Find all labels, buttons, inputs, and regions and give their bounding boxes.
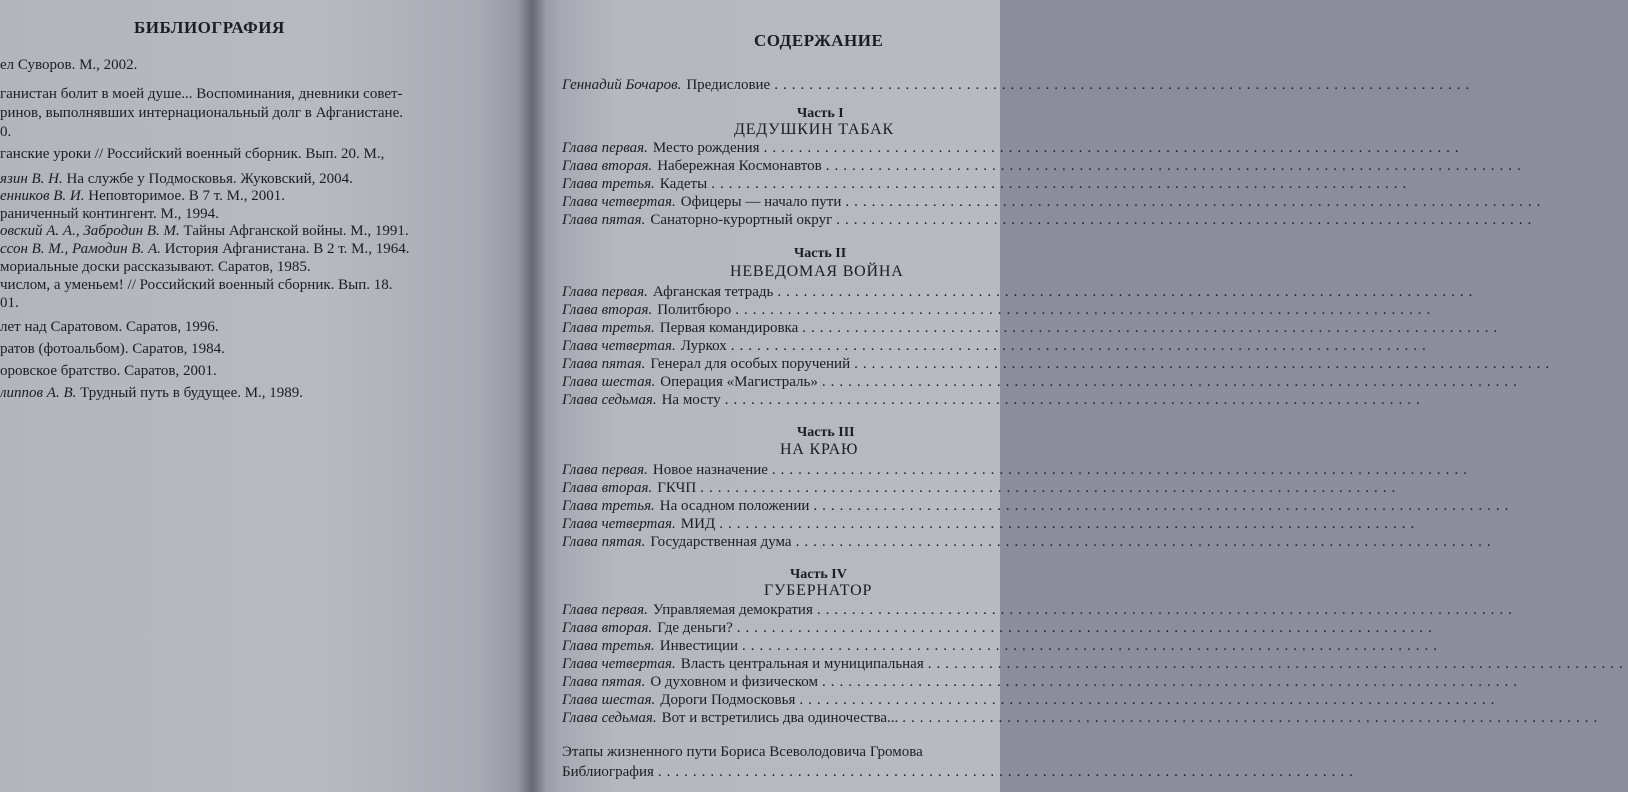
toc-chapter-entry[interactable]: Глава седьмая. Вот и встретились два одиночества... ................................................................................ (562, 710, 1603, 726)
toc-chapter-entry[interactable]: Глава четвертая. Офицеры — начало пути ................................................................................ (562, 194, 1546, 210)
dot-leader: ................................................................................ (736, 620, 1437, 636)
toc-chapter-entry[interactable]: Глава шестая. Дороги Подмосковья ................................................................................ (562, 692, 1500, 708)
toc-chapter-entry[interactable]: Глава первая. Афганская тетрадь ................................................................................ (562, 284, 1478, 300)
toc-chapter-entry[interactable]: Глава вторая. ГКЧП ................................................................................ (562, 480, 1401, 496)
bibliography-item: липпов А. В. Трудный путь в будущее. М., 1989. (0, 385, 304, 401)
dot-leader: ................................................................................ (825, 158, 1526, 174)
dot-leader: ................................................................................ (657, 764, 1358, 780)
part-number: Часть IV (790, 567, 847, 582)
toc-chapter-entry[interactable]: Глава вторая. Набережная Космонавтов ................................................................................ (562, 158, 1526, 174)
bibliography-item: енников В. И. Неповторимое. В 7 т. М., 2001. (0, 188, 285, 204)
toc-entry-life-stages[interactable]: Этапы жизненного пути Бориса Всеволодовича Громова (562, 744, 923, 760)
toc-entry-preface[interactable]: Геннадий Бочаров. Предисловие ................................................................................ (562, 77, 1475, 93)
toc-chapter-entry[interactable]: Глава третья. Инвестиции ................................................................................ (562, 638, 1443, 654)
dot-leader: ................................................................................ (735, 302, 1436, 318)
part-title: ГУБЕРНАТОР (764, 582, 873, 599)
toc-chapter-entry[interactable]: Глава третья. Кадеты ................................................................................ (562, 176, 1412, 192)
toc-chapter-entry[interactable]: Глава пятая. Генерал для особых поручений ................................................................................ (562, 356, 1555, 372)
dot-leader: ................................................................................ (816, 602, 1517, 618)
toc-chapter-entry[interactable]: Глава пятая. Государственная дума ................................................................................ (562, 534, 1496, 550)
bibliography-item: ганистан болит в моей душе... Воспоминания, дневники совет- (0, 86, 403, 102)
part-number: Часть III (797, 425, 855, 440)
toc-chapter-entry[interactable]: Глава третья. Первая командировка ................................................................................ (562, 320, 1503, 336)
bibliography-item: ссон В. М., Рамодин В. А. История Афганистана. В 2 т. М., 1964. (0, 241, 410, 257)
dot-leader: ................................................................................ (854, 356, 1555, 372)
dot-leader: ................................................................................ (845, 194, 1546, 210)
toc-chapter-entry[interactable]: Глава четвертая. Власть центральная и муниципальная ................................................................................ (562, 656, 1628, 672)
dot-leader: ................................................................................ (700, 480, 1401, 496)
dot-leader: ................................................................................ (799, 692, 1500, 708)
dot-leader: ................................................................................ (927, 656, 1628, 672)
dot-leader: ................................................................................ (802, 320, 1503, 336)
bibliography-item: язин В. Н. На службе у Подмосковья. Жуковский, 2004. (0, 171, 353, 187)
part-title: НА КРАЮ (780, 441, 859, 458)
part-title: НЕВЕДОМАЯ ВОЙНА (730, 263, 904, 280)
toc-chapter-entry[interactable]: Глава первая. Управляемая демократия ................................................................................ (562, 602, 1517, 618)
toc-chapter-entry[interactable]: Глава вторая. Где деньги? ................................................................................ (562, 620, 1437, 636)
toc-chapter-entry[interactable]: Глава первая. Новое назначение ................................................................................ (562, 462, 1472, 478)
dot-leader: ................................................................................ (730, 338, 1431, 354)
toc-chapter-entry[interactable]: Глава четвертая. Луркох ................................................................................ (562, 338, 1431, 354)
dot-leader: ................................................................................ (821, 674, 1522, 690)
bibliography-item: мориальные доски рассказывают. Саратов, 1985. (0, 259, 311, 275)
bibliography-item: оровское братство. Саратов, 2001. (0, 363, 217, 379)
toc-chapter-entry[interactable]: Глава шестая. Операция «Магистраль» ................................................................................ (562, 374, 1522, 390)
dot-leader: ................................................................................ (711, 176, 1412, 192)
part-number: Часть I (797, 106, 844, 121)
toc-entry-bibliography[interactable]: Библиография ................................................................................ (562, 764, 1358, 780)
contents-title: СОДЕРЖАНИЕ (754, 31, 884, 50)
part-number: Часть II (794, 246, 847, 261)
bibliography-item: 01. (0, 295, 19, 311)
part-title: ДЕДУШКИН ТАБАК (734, 121, 894, 138)
bibliography-item: ел Суворов. М., 2002. (0, 57, 138, 73)
bibliography-title: БИБЛИОГРАФИЯ (134, 18, 285, 37)
toc-chapter-entry[interactable]: Глава седьмая. На мосту ................................................................................ (562, 392, 1425, 408)
bibliography-item: 0. (0, 124, 12, 140)
dot-leader: ................................................................................ (836, 212, 1537, 228)
dot-leader: ................................................................................ (724, 392, 1425, 408)
toc-chapter-entry[interactable]: Глава первая. Место рождения ................................................................................ (562, 140, 1464, 156)
bibliography-item: ринов, выполнявших интернациональный долг в Афганистане. (0, 105, 403, 121)
book-gutter (518, 0, 546, 792)
dot-leader: ................................................................................ (763, 140, 1464, 156)
dot-leader: ................................................................................ (777, 284, 1478, 300)
toc-chapter-entry[interactable]: Глава вторая. Политбюро ................................................................................ (562, 302, 1436, 318)
dot-leader: ................................................................................ (821, 374, 1522, 390)
dot-leader: ................................................................................ (771, 462, 1472, 478)
dot-leader: ................................................................................ (902, 710, 1603, 726)
bibliography-item: лет над Саратовом. Саратов, 1996. (0, 319, 219, 335)
dot-leader: ................................................................................ (742, 638, 1443, 654)
bibliography-item: раниченный контингент. М., 1994. (0, 206, 219, 222)
toc-chapter-entry[interactable]: Глава пятая. О духовном и физическом ................................................................................ (562, 674, 1522, 690)
dot-leader: ................................................................................ (813, 498, 1514, 514)
dot-leader: ................................................................................ (774, 77, 1475, 93)
toc-chapter-entry[interactable]: Глава третья. На осадном положении ................................................................................ (562, 498, 1514, 514)
dot-leader: ................................................................................ (795, 534, 1496, 550)
dot-leader: ................................................................................ (719, 516, 1420, 532)
bibliography-item: овский А. А., Забродин В. М. Тайны Афганской войны. М., 1991. (0, 223, 409, 239)
toc-chapter-entry[interactable]: Глава пятая. Санаторно-курортный округ ................................................................................ (562, 212, 1537, 228)
toc-chapter-entry[interactable]: Глава четвертая. МИД ................................................................................ (562, 516, 1420, 532)
bibliography-item: ганские уроки // Российский военный сборник. Вып. 20. М., (0, 146, 385, 162)
bibliography-item: числом, а уменьем! // Российский военный сборник. Вып. 18. (0, 277, 393, 293)
bibliography-item: ратов (фотоальбом). Саратов, 1984. (0, 341, 225, 357)
